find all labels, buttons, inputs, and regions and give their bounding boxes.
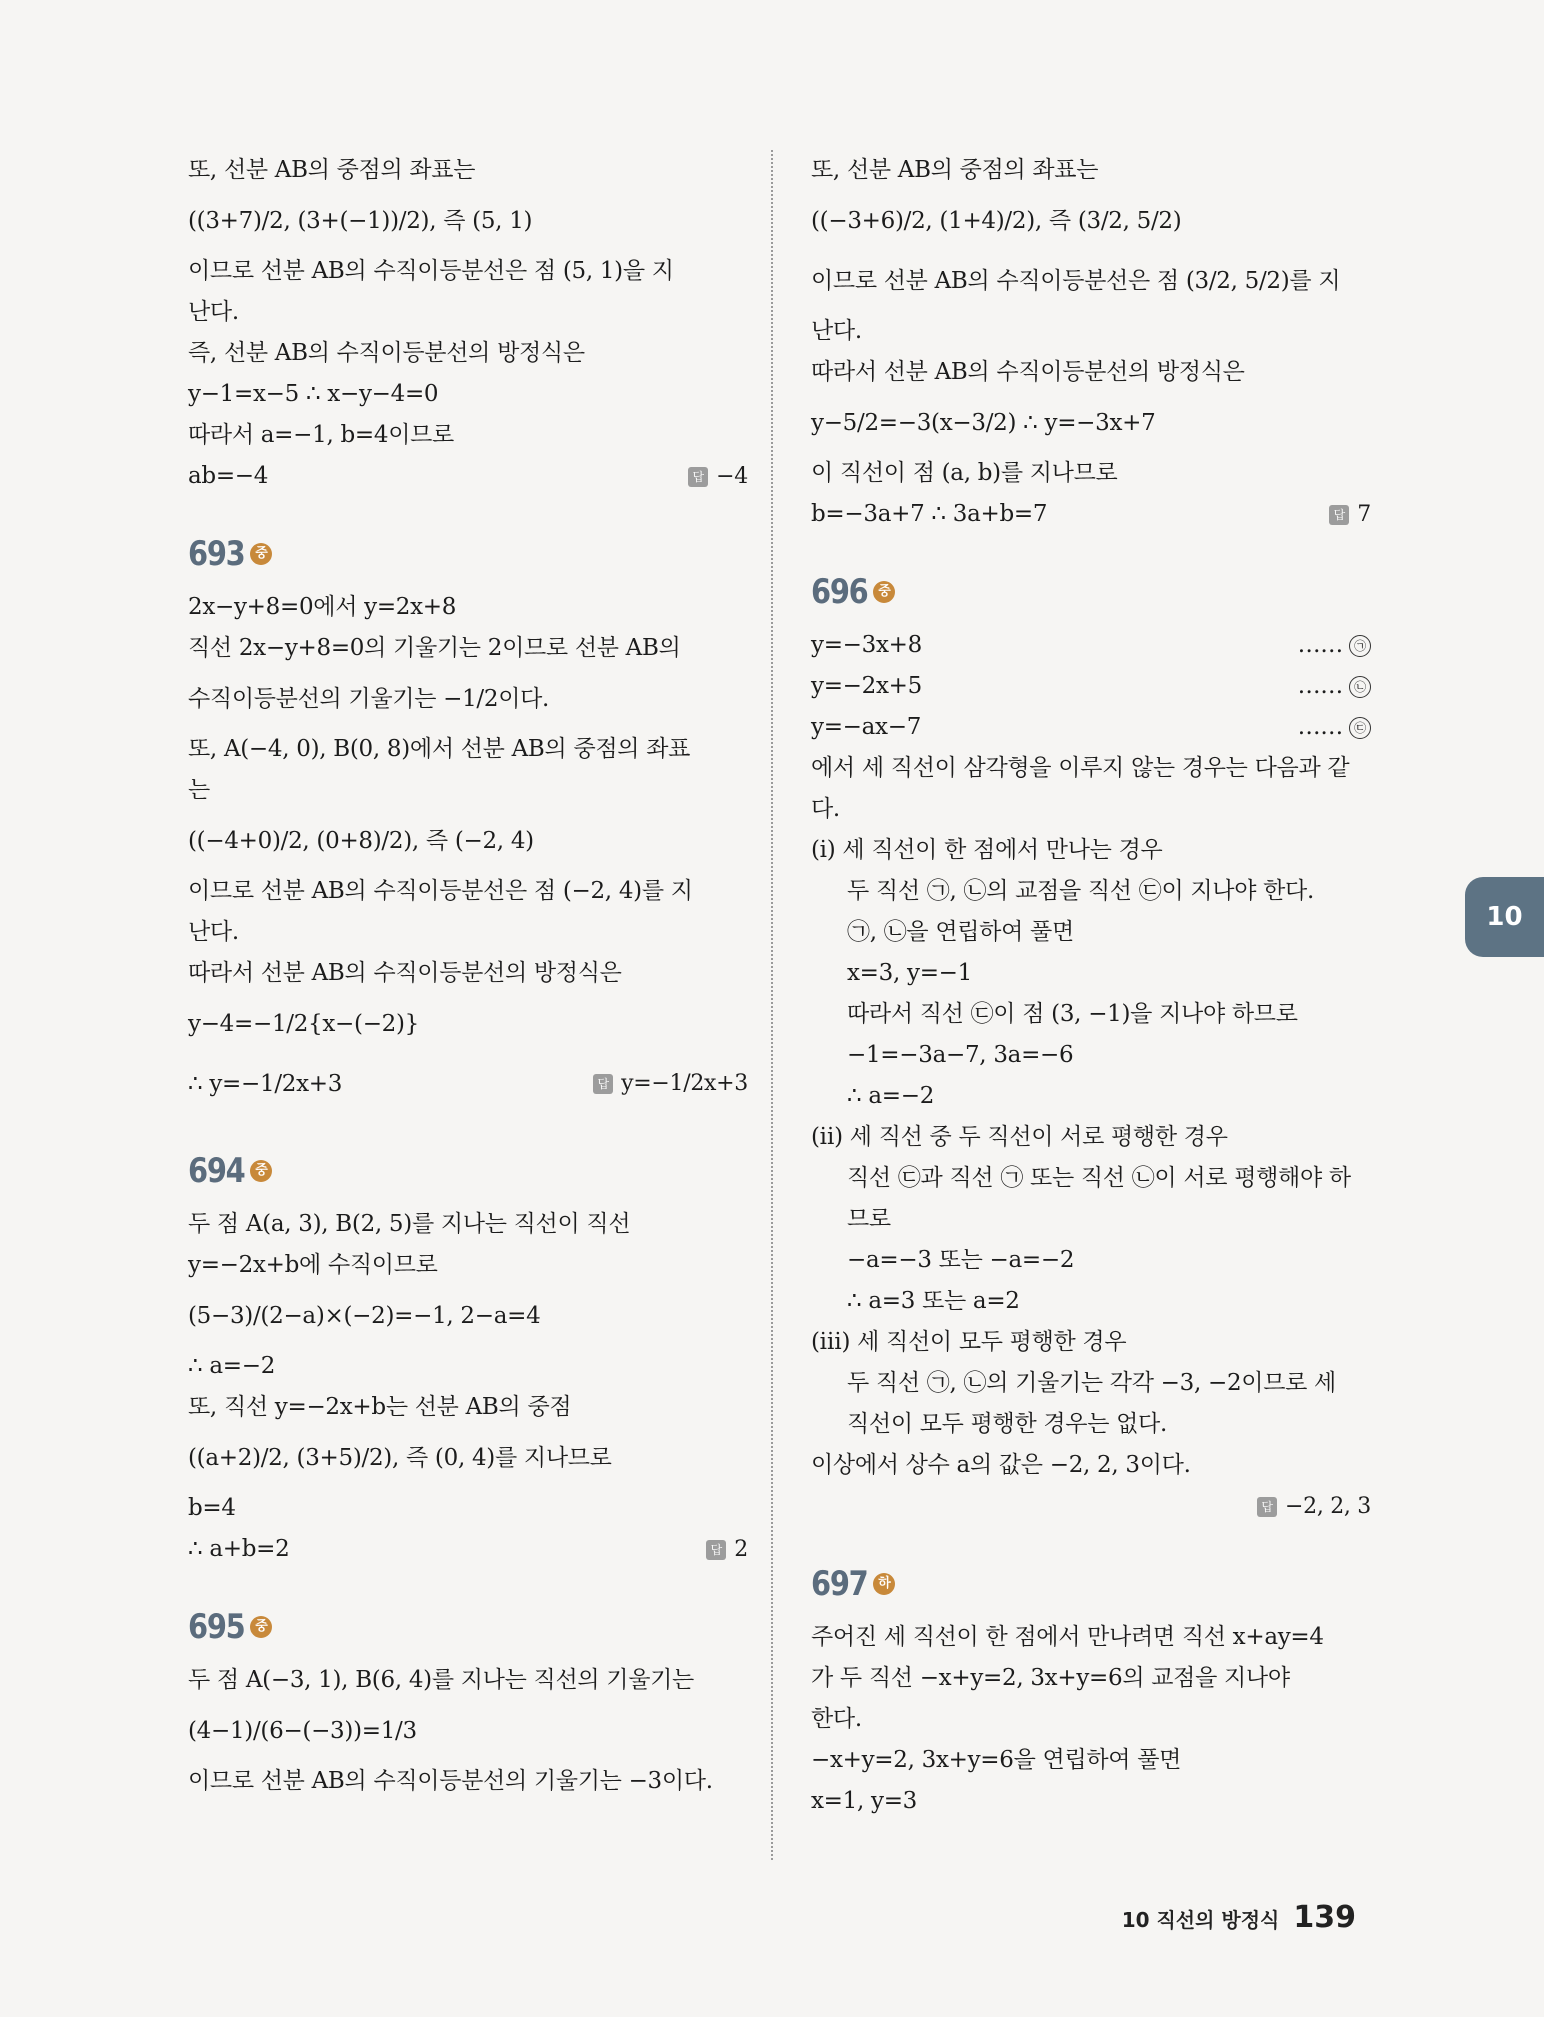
text-line: 이상에서 상수 a의 값은 −2, 2, 3이다.	[811, 1452, 1191, 1478]
text-line: 따라서 a=−1, b=4이므로	[188, 422, 454, 448]
answer	[1257, 1494, 1371, 1519]
left-column	[188, 150, 748, 1802]
circled-label-icon: ㉠	[1349, 635, 1371, 657]
equation-label	[1298, 707, 1371, 748]
text-line: 에서 세 직선이 삼각형을 이루지 않는 경우는 다음과 같	[811, 755, 1350, 781]
text-line: 이므로 선분 AB의 수직이등분선의 기울기는 −3이다.	[188, 1768, 713, 1794]
answer	[688, 456, 748, 497]
math-line: ((−4+0)/2, (0+8)/2), 즉 (−2, 4)	[188, 828, 534, 854]
math-line: b=−3a+7 ∴ 3a+b=7	[811, 501, 1048, 527]
text-line: 직선이 모두 평행한 경우는 없다.	[847, 1411, 1167, 1437]
answer-value: 2	[734, 1537, 748, 1562]
answer-badge-icon: 답	[1257, 1497, 1277, 1517]
solution-694	[188, 1204, 748, 1570]
answer-value: −2, 2, 3	[1285, 1494, 1371, 1519]
text-line: 난다.	[811, 318, 862, 344]
text-line: 또, 직선 y=−2x+b는 선분 AB의 중점	[188, 1394, 572, 1420]
answer-row	[188, 456, 748, 497]
problem-header-693	[188, 531, 748, 577]
math-line: y−5/2=−3(x−3/2) ∴ y=−3x+7	[811, 410, 1156, 436]
dots: ……	[1297, 714, 1343, 740]
difficulty-badge-icon: 중	[250, 1616, 272, 1638]
math-line: ∴ a=−2	[188, 1353, 276, 1379]
text-line: 직선 2x−y+8=0의 기울기는 2이므로 선분 AB의	[188, 635, 681, 661]
answer-badge-icon: 답	[706, 1540, 726, 1560]
math-line: (5−3)/(2−a)×(−2)=−1, 2−a=4	[188, 1303, 541, 1329]
equation-label	[1298, 625, 1371, 666]
text-line: 두 점 A(a, 3), B(2, 5)를 지나는 직선이 직선	[188, 1211, 631, 1237]
text-line: 난다.	[188, 299, 239, 325]
math-line: (4−1)/(6−(−3))=1/3	[188, 1718, 417, 1744]
text-line: 두 점 A(−3, 1), B(6, 4)를 지나는 직선의 기울기는	[188, 1667, 694, 1693]
problem-header-697	[811, 1561, 1371, 1607]
text-line: 두 직선 ㉠, ㉡의 기울기는 각각 −3, −2이므로 세	[847, 1370, 1336, 1396]
answer-row	[811, 1486, 1371, 1527]
math-line: y=−ax−7	[811, 714, 922, 740]
math-line: ((3+7)/2, (3+(−1))/2), 즉 (5, 1)	[188, 208, 533, 234]
math-line: ab=−4	[188, 463, 269, 489]
problem-number: 697	[811, 1564, 868, 1604]
math-line: ∴ a+b=2	[188, 1536, 290, 1562]
math-line: −1=−3a−7, 3a=−6	[847, 1042, 1074, 1068]
answer-row	[188, 1529, 748, 1570]
circled-label-icon: ㉢	[1349, 717, 1371, 739]
math-line: x=1, y=3	[811, 1788, 917, 1814]
case-title: (ⅰ) 세 직선이 한 점에서 만나는 경우	[811, 837, 1163, 863]
math-line: y=−2x+b에 수직이므로	[188, 1252, 438, 1278]
equation-row	[811, 625, 1371, 666]
equation-row	[811, 707, 1371, 748]
problem-number: 696	[811, 572, 868, 612]
text-line: 주어진 세 직선이 한 점에서 만나려면 직선 x+ay=4	[811, 1624, 1324, 1650]
right-top-solution	[811, 150, 1371, 535]
text-line: 이 직선이 점 (a, b)를 지나므로	[811, 460, 1118, 486]
math-line: 2x−y+8=0에서 y=2x+8	[188, 594, 457, 620]
column-divider	[771, 150, 773, 1860]
answer-value: 7	[1357, 502, 1371, 527]
math-line: ∴ a=3 또는 a=2	[847, 1288, 1020, 1314]
problem-header-695	[188, 1604, 748, 1650]
math-line: y−4=−1/2{x−(−2)}	[188, 1011, 420, 1037]
answer-row	[811, 494, 1371, 535]
solution-697	[811, 1617, 1371, 1822]
answer	[593, 1054, 748, 1114]
chapter-title: 10 직선의 방정식	[1121, 1908, 1280, 1932]
text-line: 이므로 선분 AB의 수직이등분선은 점 (−2, 4)를 지	[188, 878, 693, 904]
right-column	[811, 150, 1371, 1822]
math-line: ((−3+6)/2, (1+4)/2), 즉 (3/2, 5/2)	[811, 208, 1182, 234]
text-line: 는	[188, 777, 210, 803]
text-line: 따라서 선분 AB의 수직이등분선의 방정식은	[811, 359, 1245, 385]
equation-row	[811, 666, 1371, 707]
problem-number: 694	[188, 1151, 245, 1191]
math-line: ∴ y=−1/2x+3	[188, 1071, 343, 1097]
math-line: −a=−3 또는 −a=−2	[847, 1247, 1075, 1273]
dots: ……	[1297, 632, 1343, 658]
text-line: 즉, 선분 AB의 수직이등분선의 방정식은	[188, 340, 585, 366]
text-line: 따라서 직선 ㉢이 점 (3, −1)을 지나야 하므로	[847, 1001, 1298, 1027]
case-title: (ⅱ) 세 직선 중 두 직선이 서로 평행한 경우	[811, 1124, 1228, 1150]
problem-number: 695	[188, 1607, 245, 1647]
text-line: 이므로 선분 AB의 수직이등분선은 점 (5, 1)을 지	[188, 258, 674, 284]
math-line: y=−3x+8	[811, 632, 922, 658]
math-line: y−1=x−5 ∴ x−y−4=0	[188, 381, 439, 407]
text-line: 또, A(−4, 0), B(0, 8)에서 선분 AB의 중점의 좌표	[188, 736, 691, 762]
math-line: x=3, y=−1	[847, 960, 972, 986]
answer-row	[188, 1054, 748, 1114]
difficulty-badge-icon: 중	[873, 581, 895, 603]
math-line: ((a+2)/2, (3+5)/2), 즉 (0, 4)를 지나므로	[188, 1445, 612, 1471]
difficulty-badge-icon: 중	[250, 543, 272, 565]
answer-value: −4	[716, 464, 748, 489]
answer-badge-icon: 답	[688, 467, 708, 487]
text-line: 두 직선 ㉠, ㉡의 교점을 직선 ㉢이 지나야 한다.	[847, 878, 1314, 904]
answer-badge-icon: 답	[593, 1074, 613, 1094]
text-line: 가 두 직선 −x+y=2, 3x+y=6의 교점을 지나야	[811, 1665, 1290, 1691]
math-line: y=−2x+5	[811, 673, 922, 699]
dots: ……	[1297, 673, 1343, 699]
difficulty-badge-icon: 하	[873, 1573, 895, 1595]
text-line: ㉠, ㉡을 연립하여 풀면	[847, 919, 1074, 945]
text-line: 므로	[847, 1206, 891, 1232]
circled-label-icon: ㉡	[1349, 676, 1371, 698]
problem-number: 693	[188, 534, 245, 574]
chapter-side-tab: 10	[1465, 877, 1544, 957]
solution-693	[188, 587, 748, 1114]
problem-header-694	[188, 1148, 748, 1194]
text-line: 또, 선분 AB의 중점의 좌표는	[188, 157, 476, 183]
text-line: 다.	[811, 796, 840, 822]
text-line: 직선 ㉢과 직선 ㉠ 또는 직선 ㉡이 서로 평행해야 하	[847, 1165, 1351, 1191]
answer-badge-icon: 답	[1329, 505, 1349, 525]
equation-label	[1298, 666, 1371, 707]
left-top-solution	[188, 150, 748, 497]
text-line: 수직이등분선의 기울기는 −1/2이다.	[188, 686, 550, 712]
problem-header-696	[811, 569, 1371, 615]
page-footer	[1122, 1900, 1356, 1935]
solution-695	[188, 1660, 748, 1802]
difficulty-badge-icon: 중	[250, 1160, 272, 1182]
math-line: ∴ a=−2	[847, 1083, 935, 1109]
page-number: 139	[1293, 1900, 1356, 1935]
text-line: 난다.	[188, 919, 239, 945]
solution-696	[811, 625, 1371, 1527]
case-title: (ⅲ) 세 직선이 모두 평행한 경우	[811, 1329, 1127, 1355]
text-line: 또, 선분 AB의 중점의 좌표는	[811, 157, 1099, 183]
text-line: 따라서 선분 AB의 수직이등분선의 방정식은	[188, 960, 622, 986]
answer	[706, 1529, 748, 1570]
answer	[1329, 494, 1371, 535]
answer-value: y=−1/2x+3	[621, 1071, 748, 1096]
math-line: b=4	[188, 1495, 236, 1521]
text-line: 한다.	[811, 1706, 862, 1732]
text-line: 이므로 선분 AB의 수직이등분선은 점 (3/2, 5/2)를 지	[811, 268, 1341, 294]
text-line: −x+y=2, 3x+y=6을 연립하여 풀면	[811, 1747, 1182, 1773]
